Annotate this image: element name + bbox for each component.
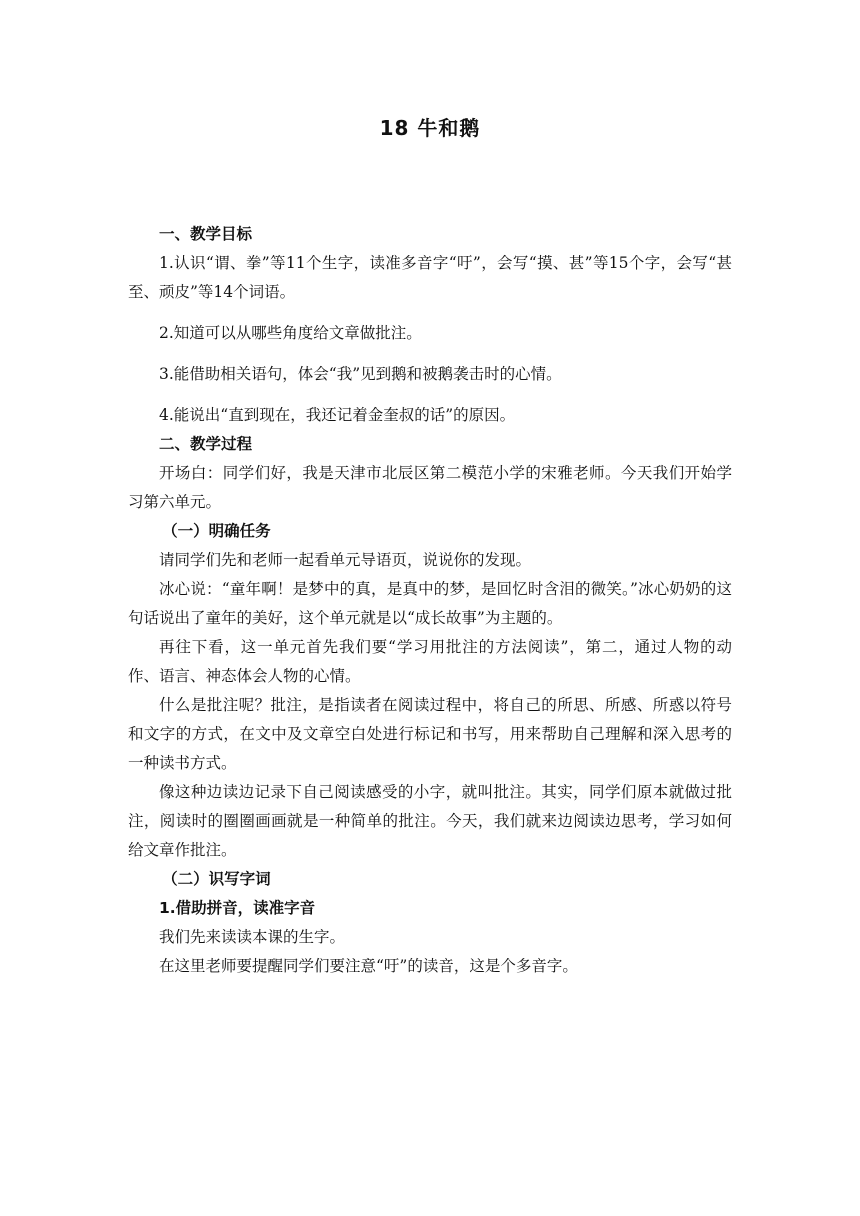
section-heading-objectives: 一、教学目标 <box>159 225 253 243</box>
objective-item-2: 2.知道可以从哪些角度给文章做批注。 <box>159 324 422 342</box>
point-heading-pronunciation: 1.借助拼音，读准字音 <box>159 899 316 917</box>
objective-item-3: 3.能借助相关语句，体会“我”见到鹅和被鹅袭击时的心情。 <box>159 365 562 383</box>
paragraph: 像这种边读边记录下自己阅读感受的小字，就叫批注。其实，同学们原本就做过批注，阅读时的圈圈画画就是一种简单的批注。今天，我们就来边阅读边思考，学习如何给文章作批注。 <box>128 783 732 859</box>
subsection-heading-vocabulary: （二）识写字词 <box>162 870 271 888</box>
objective-item-4: 4.能说出“直到现在，我还记着金奎叔的话”的原因。 <box>159 406 516 424</box>
section-heading-process: 二、教学过程 <box>159 435 253 453</box>
objective-item-1: 1.认识“谓、拳”等11个生字，读准多音字“吁”，会写“摸、甚”等15个字，会写“甚至、顽皮”等14个词语。 <box>128 254 732 301</box>
subsection-heading-task: （一）明确任务 <box>162 522 271 540</box>
paragraph: 什么是批注呢？批注，是指读者在阅读过程中，将自己的所思、所感、所惑以符号和文字的方式，在文中及文章空白处进行标记和书写，用来帮助自己理解和深入思考的一种读书方式。 <box>128 696 732 772</box>
paragraph: 请同学们先和老师一起看单元导语页，说说你的发现。 <box>159 551 532 569</box>
document-body <box>128 220 732 981</box>
paragraph: 我们先来读读本课的生字。 <box>159 928 346 946</box>
paragraph: 再往下看，这一单元首先我们要“学习用批注的方法阅读”，第二，通过人物的动作、语言、神态体会人物的心情。 <box>128 638 732 685</box>
opening-paragraph: 开场白：同学们好，我是天津市北辰区第二模范小学的宋雅老师。今天我们开始学习第六单元。 <box>128 464 732 511</box>
document-title: 18 牛和鹅 <box>379 116 481 140</box>
paragraph: 在这里老师要提醒同学们要注意“吁”的读音，这是个多音字。 <box>159 957 578 975</box>
paragraph: 冰心说：“童年啊！是梦中的真，是真中的梦，是回忆时含泪的微笑。”冰心奶奶的这句话说出了童年的美好，这个单元就是以“成长故事”为主题的。 <box>128 580 732 627</box>
